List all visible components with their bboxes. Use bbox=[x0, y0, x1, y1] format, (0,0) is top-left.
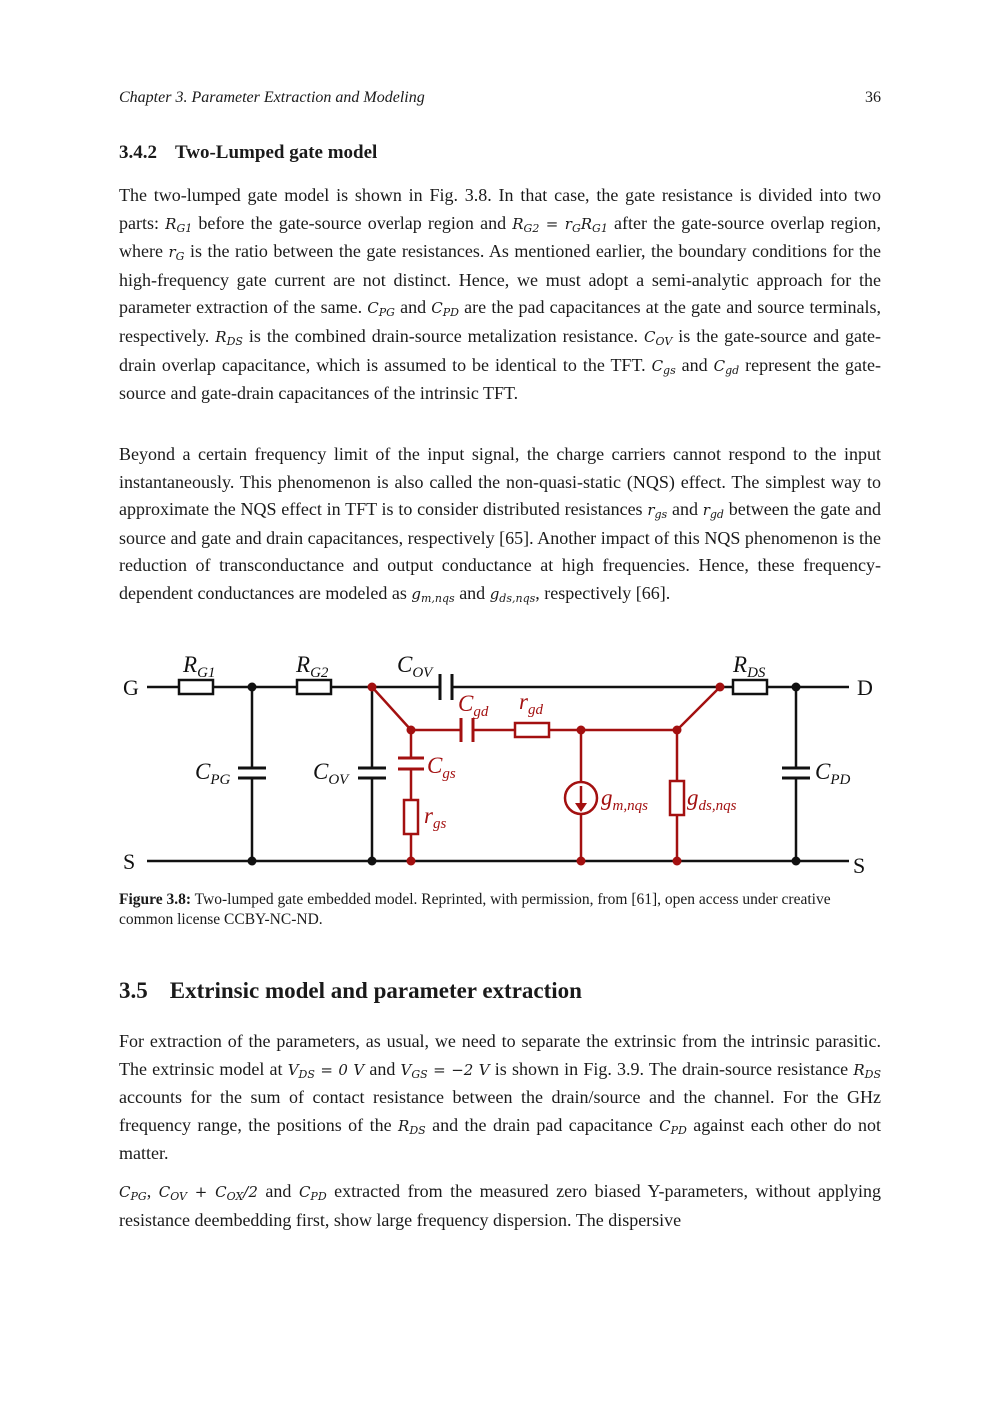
math-gdsnqs: $g_{ds,nqs}$ bbox=[489, 584, 536, 605]
paragraph-two-lumped-model: The two-lumped gate model is shown in Fig. 3.8. In that case, the gate resistance is divided into two parts: $R_{G1}$ before the gate-source overlap region and $R_{G2} = r_GR_{G1}$ after the gate-source overlap region, where $r_G$ is the ratio between the gate resistances. As mentioned earlier, the boundary conditions for the high-frequency gate current are not distinct. Hence, we must adopt a semi-analytic approach for the parameter extraction of the same. $C_{PG}$ and $C_{PD}$ are the pad capacitances at the gate and source terminals, respectively. $R_{DS}$ is the combined drain-source metalization resistance. $C_{OV}$ is the gate-source and gate-drain overlap capacitance, which is assumed to be identical to the TFT. $C_{gs}$ and $C_{gd}$ represent the gate-source and gate-drain capacitances of the intrinsic TFT. bbox=[119, 185, 882, 404]
math-CPD: $C_{PD}$ bbox=[431, 299, 459, 320]
caption-label: Figure 3.8: bbox=[119, 891, 192, 908]
label-COV-top: $C_{OV}$ bbox=[397, 652, 433, 681]
label-RG1: $R_{G1}$ bbox=[183, 652, 216, 681]
label-rgd: $r_{gd}$ bbox=[519, 689, 543, 718]
paragraph-extrinsic-model: For extraction of the parameters, as usual, we need to separate the extrinsic from the intrinsic parasitic. The extrinsic model at $V_{DS} = 0$ V and $V_{GS} = -2$ V is shown in Fig. 3.9. The drain-source resistance $R_{DS}$ accounts for the sum of contact resistance between the drain/source and the channel. For the GHz frequency range, the positions of the $R_{DS}$ and the drain pad capacitance $C_{PD}$ against each other do not matter. bbox=[119, 1031, 881, 1164]
section-title: Extrinsic model and parameter extraction bbox=[169, 978, 582, 1003]
circuit-diagram bbox=[119, 645, 881, 875]
math-CPD: $C_{PD}$ bbox=[659, 1116, 687, 1137]
chapter-title: Chapter 3. Parameter Extraction and Modeling bbox=[119, 89, 425, 106]
paragraph-zero-bias: $C_{PG}$, $C_{OV} + C_{OX}/2$ and $C_{PD}$ extracted from the measured zero biased Y-parameters, without applying resistance deembedding first, show large frequency dispersion. The dispersive bbox=[119, 1181, 881, 1230]
black-component-labels bbox=[182, 652, 851, 788]
label-RG2: $R_{G2}$ bbox=[296, 652, 329, 681]
math-VGS-eq: $V_{GS} = -2$ V bbox=[400, 1060, 490, 1081]
resistor-rgs bbox=[404, 800, 418, 834]
section-heading bbox=[119, 978, 582, 1004]
math-RDS: $R_{DS}$ bbox=[853, 1060, 881, 1081]
math-CPG: $C_{PG}$ bbox=[367, 299, 395, 320]
page-number: 36 bbox=[865, 89, 881, 106]
math-COV: $C_{OV}$ bbox=[644, 327, 673, 348]
label-CPD: $C_{PD}$ bbox=[815, 759, 851, 788]
black-wiring bbox=[147, 687, 849, 861]
paragraph-nqs-effect: Beyond a certain frequency limit of the input signal, the charge carriers cannot respond to the input instantaneously. This phenomenon is also called the non-quasi-static (NQS) effect. The simplest way to approximate the NQS effect in TFT is to consider distributed resistances $r_{gs}$ and $r_{gd}$ between the gate and source and gate and drain capacitances, respectively [65]. Another impact of this NQS phenomenon is the reduction of transconductance and output conductance at high frequencies. Hence, these frequency-dependent conductances are modeled as $g_{m,nqs}$ and $g_{ds,nqs}$, respectively [66]. bbox=[119, 444, 881, 605]
resistor-RG1 bbox=[179, 680, 213, 694]
math-COV-plus-COX: $C_{OV} + C_{OX}/2$ bbox=[158, 1183, 258, 1203]
resistor-gdsnqs bbox=[670, 781, 684, 815]
red-nodes bbox=[368, 683, 725, 866]
label-Cgs: $C_{gs}$ bbox=[427, 753, 456, 782]
math-Cgd: $C_{gd}$ bbox=[713, 356, 740, 377]
black-labels bbox=[123, 675, 873, 875]
resistor-RDS bbox=[733, 680, 767, 694]
math-rgs: $r_{gs}$ bbox=[647, 501, 668, 522]
label-gdsnqs: $g_{ds,nqs}$ bbox=[687, 785, 737, 814]
label-D: D bbox=[857, 675, 873, 700]
label-rgs: $r_{gs}$ bbox=[424, 803, 447, 832]
math-VDS-eq: $V_{DS} = 0$ V bbox=[287, 1060, 365, 1081]
math-CPG: $C_{PG}$ bbox=[119, 1183, 147, 1203]
math-RDS: $R_{DS}$ bbox=[215, 327, 243, 348]
resistor-rgd bbox=[515, 723, 549, 737]
math-rgd: $r_{gd}$ bbox=[702, 501, 724, 522]
running-header bbox=[119, 89, 881, 107]
subsection-title: Two-Lumped gate model bbox=[175, 142, 378, 163]
math-gmnqs: $g_{m,nqs}$ bbox=[411, 584, 455, 605]
math-CPD: $C_{PD}$ bbox=[298, 1183, 327, 1203]
label-S-left: S bbox=[123, 849, 136, 874]
label-RDS: $R_{DS}$ bbox=[733, 652, 766, 681]
label-gmnqs: $g_{m,nqs}$ bbox=[601, 785, 648, 814]
caption-text: Two-lumped gate embedded model. Reprinted, with permission, from [61], open access under creative common license CCBY-NC-ND. bbox=[119, 891, 831, 928]
subsection-number: 3.4.2 bbox=[119, 142, 157, 163]
math-RDS: $R_{DS}$ bbox=[398, 1116, 426, 1137]
label-S-right: S bbox=[853, 853, 866, 875]
math-RG2-eq: $R_{G2} = r_GR_{G1}$ bbox=[512, 214, 608, 235]
label-CPG: $C_{PG}$ bbox=[195, 759, 231, 788]
section-number: 3.5 bbox=[119, 978, 148, 1003]
figure-caption bbox=[119, 890, 881, 930]
label-Cgd: $C_{gd}$ bbox=[458, 691, 489, 720]
math-Cgs: $C_{gs}$ bbox=[651, 356, 676, 377]
red-intrinsic-network bbox=[372, 687, 720, 861]
label-COV: $C_{OV}$ bbox=[313, 759, 349, 788]
math-rG: $r_G$ bbox=[168, 243, 185, 264]
label-G: G bbox=[123, 675, 139, 700]
subsection-heading bbox=[119, 142, 377, 164]
circuit-figure bbox=[119, 645, 881, 875]
resistor-RG2 bbox=[297, 680, 331, 694]
math-RG1: $R_{G1}$ bbox=[165, 214, 193, 235]
